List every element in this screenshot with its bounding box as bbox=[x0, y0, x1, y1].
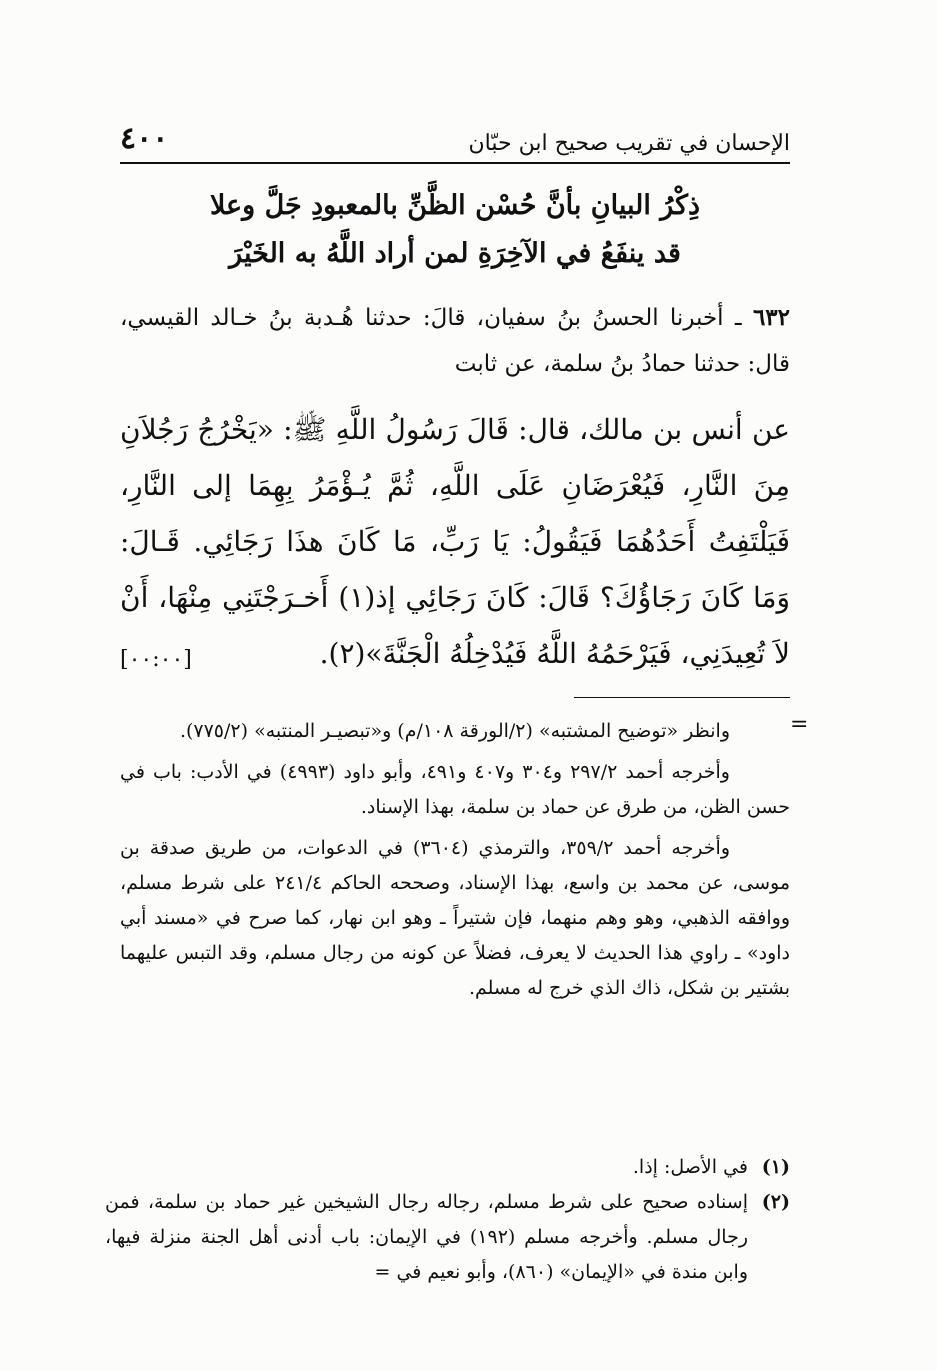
hadith-matn bbox=[120, 402, 790, 688]
isnad-text: ـ أخبرنا الحسنُ بنُ سفيان، قالَ: حدثنا هُـدبة بنُ خـالد القيسي، قال: حدثنا حمادُ بنُ سلمة، عن ثابت bbox=[120, 305, 790, 377]
continued-footnote-paragraph: وانظر «توضيح المشتبه» (٢/الورقة ١٠٨/م) و«تبصيـر المنتبه» (٧٧٥/٢). bbox=[179, 720, 730, 742]
continued-footnote-paragraph: وأخرجه أحمد ٣٥٩/٢، والترمذي (٣٦٠٤) في الدعوات، من طريق صدقة بن موسى، عن محمد بن واسع، بهذا الإسناد، وصححه الحاكم ٢٤١/٤ على شرط مسلم، ووافقه الذهبي، وهو وهم منهما، فإن شتيراً ـ وهو ابن نهار، كما صرح في «مسند أبي داود» ـ راوي هذا الحديث لا يعرف، فضلاً عن كونه من رجال مسلم، وقد التبس عليهما بشتير بن شكل، ذاك الذي خرج له مسلم. bbox=[120, 837, 790, 999]
footnote-text: إسناده صحيح على شرط مسلم، رجاله رجال الشيخين غير حماد بن سلمة، فمن رجال مسلم. وأخرجه مسلم (١٩٢) في الإيمان: باب أدنى أهل الجنة منزلة فيها، وابن مندة في «الإيمان» (٨٦٠)، وأبو نعيم في = bbox=[105, 1191, 748, 1283]
continuation-mark: = bbox=[790, 712, 809, 737]
footnote bbox=[105, 1150, 790, 1185]
footnote-separator bbox=[574, 697, 790, 698]
footnote-marker: (٢) bbox=[761, 1191, 790, 1213]
hadith-code: [٠٠:٠٠] bbox=[120, 647, 192, 672]
continued-footnote bbox=[120, 714, 790, 1012]
hadith-isnad bbox=[120, 295, 790, 387]
matn-text: عن أنس بن مالك، قال: قَالَ رَسُولُ اللَّهِ ﷺ: «يَخْرُجُ رَجُلاَنِ مِنَ النَّارِ، فَيُعْرَضَانِ عَلَى اللَّهِ، ثُمَّ يُـؤْمَرُ بِهِمَا إلى النَّارِ، فَيَلْتَفِتُ أَحَدُهُمَا فَيَقُولُ: يَا رَبِّ، مَا كَانَ هذَا رَجَائِي. قَـالَ: وَمَا كَانَ رَجَاؤُكَ؟ قَالَ: كَانَ رَجَائِي إذ(١) أَخـرَجْتَنِي مِنْهَا، أَنْ لاَ تُعِيدَنِي، فَيَرْحَمُهُ اللَّهُ فَيُدْخِلُهُ الْجَنَّةَ»(٢). bbox=[120, 413, 790, 670]
hadith-number: ٦٣٢ bbox=[752, 304, 790, 331]
footnote-text: في الأصل: إذا. bbox=[632, 1156, 748, 1178]
footnotes-list bbox=[105, 1150, 790, 1290]
chapter-heading bbox=[120, 182, 790, 278]
continued-footnote-paragraph: وأخرجه أحمد ٢٩٧/٢ و٣٠٤ و٤٠٧ و٤٩١، وأبو داود (٤٩٩٣) في الأدب: باب في حسن الظن، من طرق عن حماد بن سلمة، بهذا الإسناد. bbox=[120, 761, 790, 818]
page-number: ٤٠٠ bbox=[120, 121, 169, 156]
chapter-heading-line-2: قد ينفَعُ في الآخِرَةِ لمن أراد اللَّهُ به الخَيْرَ bbox=[229, 238, 681, 269]
footnote-marker: (١) bbox=[761, 1156, 790, 1178]
running-title: الإحسان في تقريب صحيح ابن حبّان bbox=[468, 131, 790, 156]
footnote bbox=[105, 1185, 790, 1290]
page-header bbox=[120, 110, 790, 164]
chapter-heading-line-1: ذِكْرُ البيانِ بأنَّ حُسْن الظَّنِّ بالمعبودِ جَلَّ وعلا bbox=[209, 190, 701, 221]
